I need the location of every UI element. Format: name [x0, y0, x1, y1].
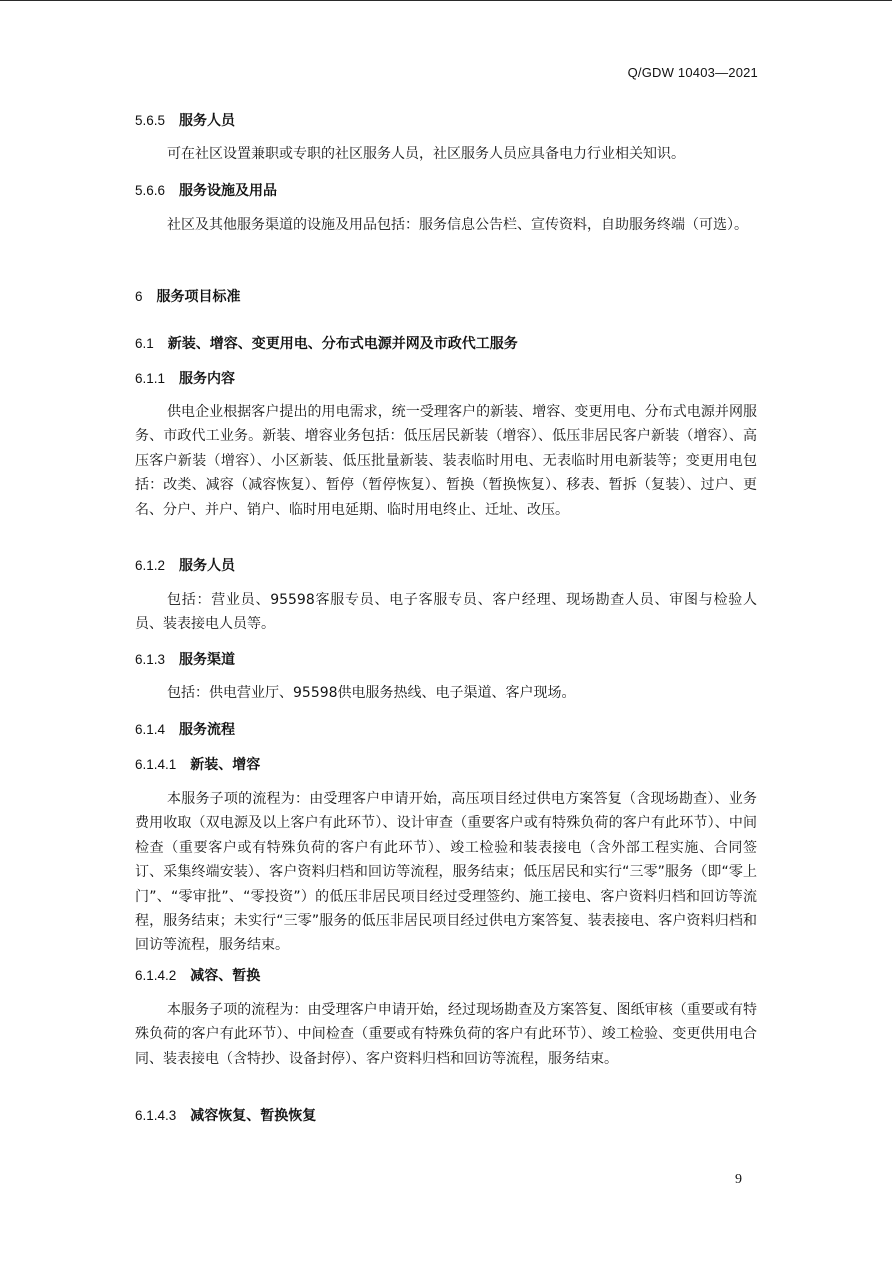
document-code: Q/GDW 10403—2021 — [627, 65, 758, 80]
paragraph-5-6-6: 社区及其他服务渠道的设施及用品包括：服务信息公告栏、宣传资料，自助服务终端（可选）。 — [167, 217, 748, 233]
heading-title: 减容、暂换 — [190, 968, 261, 984]
heading-number: 6.1.4.2 — [135, 968, 177, 983]
heading-number: 5.6.6 — [135, 183, 166, 198]
heading-6-1-4 — [135, 719, 235, 739]
heading-title: 新装、增容、变更用电、分布式电源并网及市政代工服务 — [167, 336, 518, 352]
heading-title: 服务流程 — [179, 722, 236, 738]
heading-title: 服务人员 — [179, 113, 236, 129]
heading-title: 减容恢复、暂换恢复 — [190, 1108, 317, 1124]
heading-6-1-1 — [135, 368, 235, 388]
heading-number: 5.6.5 — [135, 113, 166, 128]
paragraph-6-1-3: 包括：供电营业厅、95598供电服务热线、电子渠道、客户现场。 — [167, 685, 576, 701]
heading-6-1-2 — [135, 555, 235, 575]
heading-number: 6.1.1 — [135, 371, 166, 386]
heading-6 — [135, 286, 241, 306]
heading-6-1-3 — [135, 649, 235, 669]
page-number: 9 — [735, 1172, 742, 1187]
heading-6-1 — [135, 333, 518, 353]
heading-5-6-5 — [135, 110, 235, 130]
heading-title: 服务内容 — [179, 371, 236, 387]
heading-6-1-4-1 — [135, 754, 260, 774]
heading-number: 6 — [135, 289, 143, 304]
heading-title: 服务设施及用品 — [179, 183, 278, 199]
heading-title: 新装、增容 — [190, 757, 261, 773]
top-border-line — [0, 0, 892, 1]
heading-5-6-6 — [135, 180, 277, 200]
paragraph-5-6-5: 可在社区设置兼职或专职的社区服务人员，社区服务人员应具备电力行业相关知识。 — [167, 146, 685, 162]
heading-6-1-4-2 — [135, 965, 260, 985]
heading-number: 6.1.4.1 — [135, 757, 177, 772]
paragraph-6-1-2: 包括：营业员、95598客服专员、电子客服专员、客户经理、现场勘查人员、审图与检验人员、装表接电人员等。 — [135, 592, 757, 633]
paragraph-6-1-1: 供电企业根据客户提出的用电需求，统一受理客户的新装、增容、变更用电、分布式电源并网服务、市政代工业务。新装、增容业务包括：低压居民新装（增容）、低压非居民客户新装（增容）、高压客户新装（增容）、小区新装、低压批量新装、装表临时用电、无表临时用电新装等；变更用电包括：改类、减容（减容恢复）、暂停（暂停恢复）、暂换（暂换恢复）、移表、暂拆（复装）、过户、更名、分户、并户、销户、临时用电延期、临时用电终止、迁址、改压。 — [135, 404, 757, 518]
paragraph-6-1-4-2: 本服务子项的流程为：由受理客户申请开始，经过现场勘查及方案答复、图纸审核（重要或有特殊负荷的客户有此环节）、中间检查（重要或有特殊负荷的客户有此环节）、竣工检验、变更供用电合同、装表接电（含特抄、设备封停）、客户资料归档和回访等流程，服务结束。 — [135, 1002, 757, 1067]
heading-number: 6.1.3 — [135, 652, 166, 667]
paragraph-6-1-4-1: 本服务子项的流程为：由受理客户申请开始，高压项目经过供电方案答复（含现场勘查）、业务费用收取（双电源及以上客户有此环节）、设计审查（重要客户或有特殊负荷的客户有此环节）、中间检查（重要客户或有特殊负荷的客户有此环节）、竣工检验和装表接电（含外部工程实施、合同签订、采集终端安装）、客户资料归档和回访等流程，服务结束；低压居民和实行“三零”服务（即“零上门”、“零审批”、“零投资”）的低压非居民项目经过受理签约、施工接电、客户资料归档和回访等流程，服务结束；未实行“三零”服务的低压非居民项目经过供电方案答复、装表接电、客户资料归档和回访等流程，服务结束。 — [135, 791, 757, 954]
heading-number: 6.1.2 — [135, 558, 166, 573]
heading-title: 服务人员 — [179, 558, 236, 574]
heading-title: 服务渠道 — [179, 652, 236, 668]
heading-number: 6.1.4.3 — [135, 1108, 177, 1123]
heading-number: 6.1.4 — [135, 722, 166, 737]
heading-number: 6.1 — [135, 336, 154, 351]
heading-6-1-4-3 — [135, 1105, 316, 1125]
heading-title: 服务项目标准 — [156, 289, 241, 305]
